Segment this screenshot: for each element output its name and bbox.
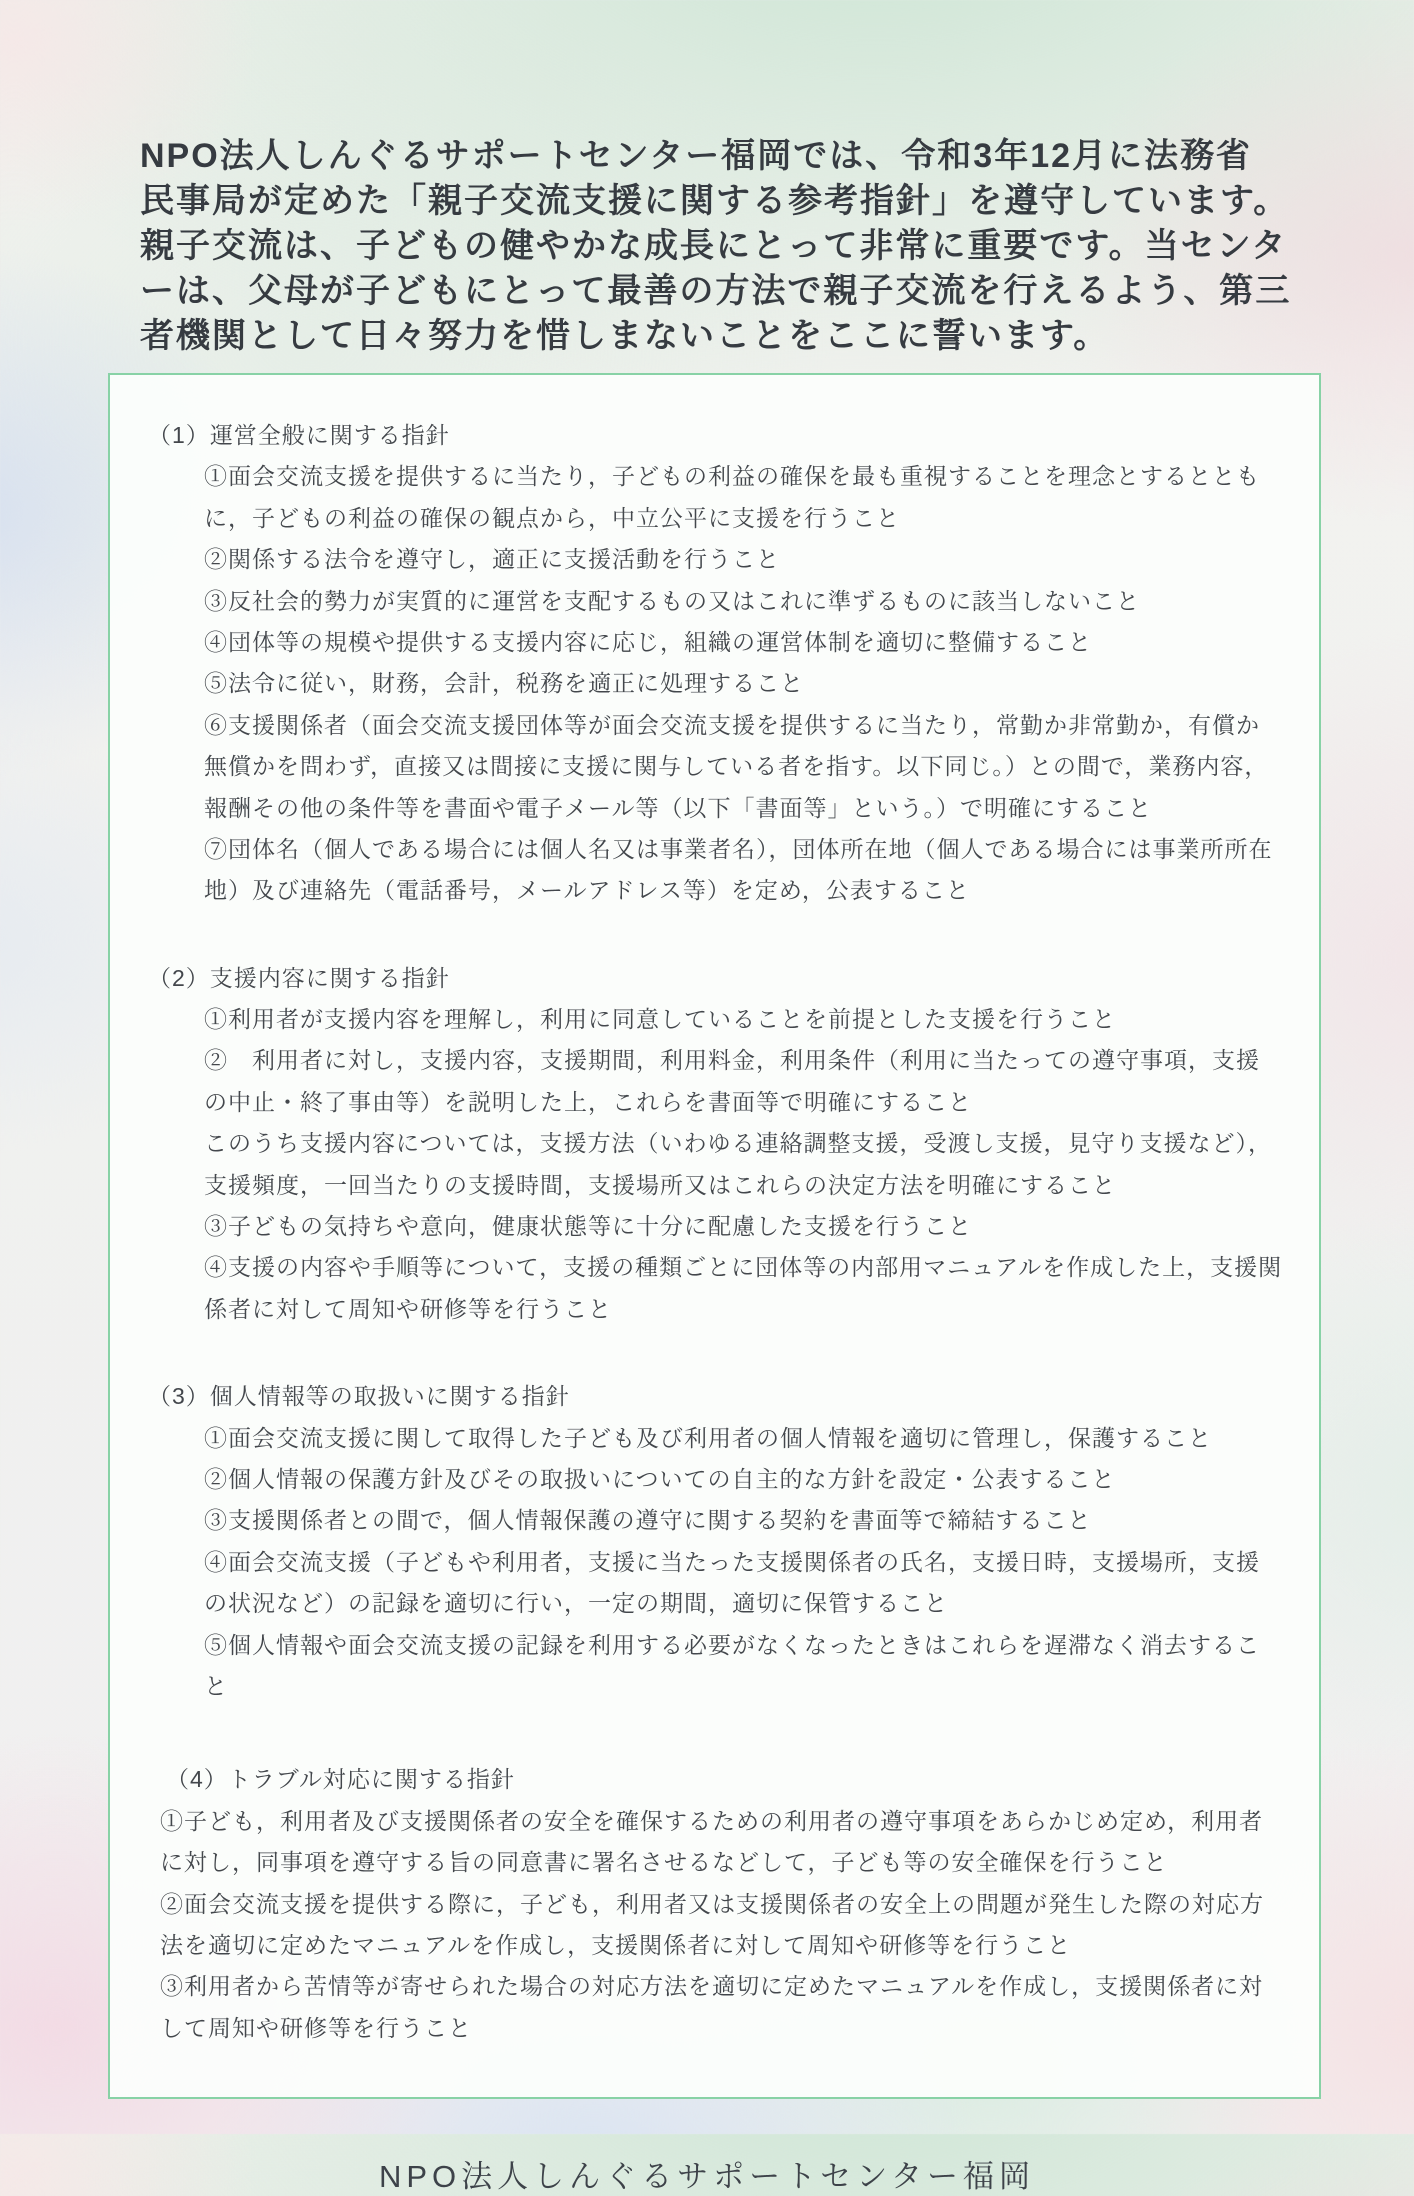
pledge-statement <box>140 134 1292 359</box>
guideline-item: ②関係する法令を遵守し，適正に支援活動を行うこと <box>204 546 780 573</box>
guideline-item: ② 利用者に対し，支援内容，支援期間，利用料金，利用条件（利用に当たっての遵守事項，支援の中止・終了事由等）を説明した上，これらを書面等で明確にすること <box>204 1047 1260 1115</box>
guideline-item: ①面会交流支援に関して取得した子ども及び利用者の個人情報を適切に管理し，保護すること <box>204 1424 1212 1451</box>
guideline-item: ⑤個人情報や面会交流支援の記録を利用する必要がなくなったときはこれらを遅滞なく消去すること <box>204 1631 1260 1699</box>
guideline-item: ①利用者が支援内容を理解し，利用に同意していることを前提とした支援を行うこと <box>204 1006 1116 1033</box>
section-heading: （1）運営全般に関する指針 <box>148 422 450 448</box>
section-heading: （2）支援内容に関する指針 <box>148 964 450 991</box>
guideline-item: このうち支援内容については，支援方法（いわゆる連絡調整支援，受渡し支援，見守り支援など），支援頻度，一回当たりの支援時間，支援場所又はこれらの決定方法を明確にすること <box>204 1130 1273 1198</box>
guideline-item: ④支援の内容や手順等について，支援の種類ごとに団体等の内部用マニュアルを作成した上，支援関係者に対して周知や研修等を行うこと <box>204 1254 1283 1322</box>
guidelines-box <box>108 373 1321 2099</box>
guideline-item: ③支援関係者との間で，個人情報保護の遵守に関する契約を書面等で締結すること <box>204 1507 1092 1534</box>
section-heading: （3）個人情報等の取扱いに関する指針 <box>148 1383 570 1410</box>
organization-footer <box>0 2151 1414 2196</box>
guideline-item: ④団体等の規模や提供する支援内容に応じ，組織の運営体制を適切に整備すること <box>204 628 1092 655</box>
guideline-item: ③子どもの気持ちや意向，健康状態等に十分に配慮した支援を行うこと <box>204 1213 972 1240</box>
guideline-item: ③反社会的勢力が実質的に運営を支配するもの又はこれに準ずるものに該当しないこと <box>204 587 1140 614</box>
guideline-item: ②個人情報の保護方針及びその取扱いについての自主的な方針を設定・公表すること <box>204 1465 1116 1492</box>
guideline-item: ⑤法令に従い，財務，会計，税務を適正に処理すること <box>204 670 804 697</box>
guideline-item: ⑦団体名（個人である場合には個人名又は事業者名），団体所在地（個人である場合には事業所所在地）及び連絡先（電話番号，メールアドレス等）を定め，公表すること <box>204 835 1273 904</box>
guideline-item: ③利用者から苦情等が寄せられた場合の対応方法を適切に定めたマニュアルを作成し，支援関係者に対して周知や研修等を行うこと <box>160 1973 1264 2041</box>
section-heading: （4）トラブル対応に関する指針 <box>166 1766 515 1793</box>
pledge-line: 者機関として日々努力を惜しまないことをここに誓います。 <box>140 317 1110 355</box>
pledge-line: 親子交流は、子どもの健やかな成長にとって非常に重要です。当センタ <box>140 227 1288 265</box>
guideline-item: ①面会交流支援を提供するに当たり，子どもの利益の確保を最も重視することを理念とするとともに，子どもの利益の確保の観点から，中立公平に支援を行うこと <box>204 463 1260 531</box>
guideline-item: ⑥支援関係者（面会交流支援団体等が面会交流支援を提供するに当たり，常勤か非常勤か，有償か無償かを問わず，直接又は間接に支援に関与している者を指す。以下同じ。）との間で，業務内容，報酬その他の条件等を書面や電子メール等（以下「書面等」という。）で明確にすること <box>204 711 1269 821</box>
pledge-line: 民事局が定めた「親子交流支援に関する参考指針」を遵守しています。 <box>140 182 1290 220</box>
guideline-item: ①子ども，利用者及び支援関係者の安全を確保するための利用者の遵守事項をあらかじめ定め，利用者に対し，同事項を遵守する旨の同意書に署名させるなどして，子ども等の安全確保を行うこと <box>160 1807 1264 1876</box>
pledge-line: ーは、父母が子どもにとって最善の方法で親子交流を行えるよう、第三 <box>140 272 1292 310</box>
guideline-section-support-content <box>110 958 1283 1331</box>
guideline-section-trouble-response <box>110 1759 1283 2049</box>
document-page <box>0 134 1414 2195</box>
guideline-section-operations <box>110 415 1283 912</box>
guideline-section-personal-info <box>110 1376 1283 1707</box>
pledge-line: NPO法人しんぐるサポートセンター福岡では、令和3年12月に法務省 <box>140 137 1253 175</box>
organization-name: NPO法人しんぐるサポートセンター福岡 <box>378 2159 1035 2195</box>
guideline-item: ④面会交流支援（子どもや利用者，支援に当たった支援関係者の氏名，支援日時，支援場所，支援の状況など）の記録を適切に行い，一定の期間，適切に保管すること <box>204 1548 1260 1617</box>
guideline-item: ②面会交流支援を提供する際に，子ども，利用者又は支援関係者の安全上の問題が発生した際の対応方法を適切に定めたマニュアルを作成し，支援関係者に対して周知や研修等を行うこと <box>160 1890 1264 1958</box>
